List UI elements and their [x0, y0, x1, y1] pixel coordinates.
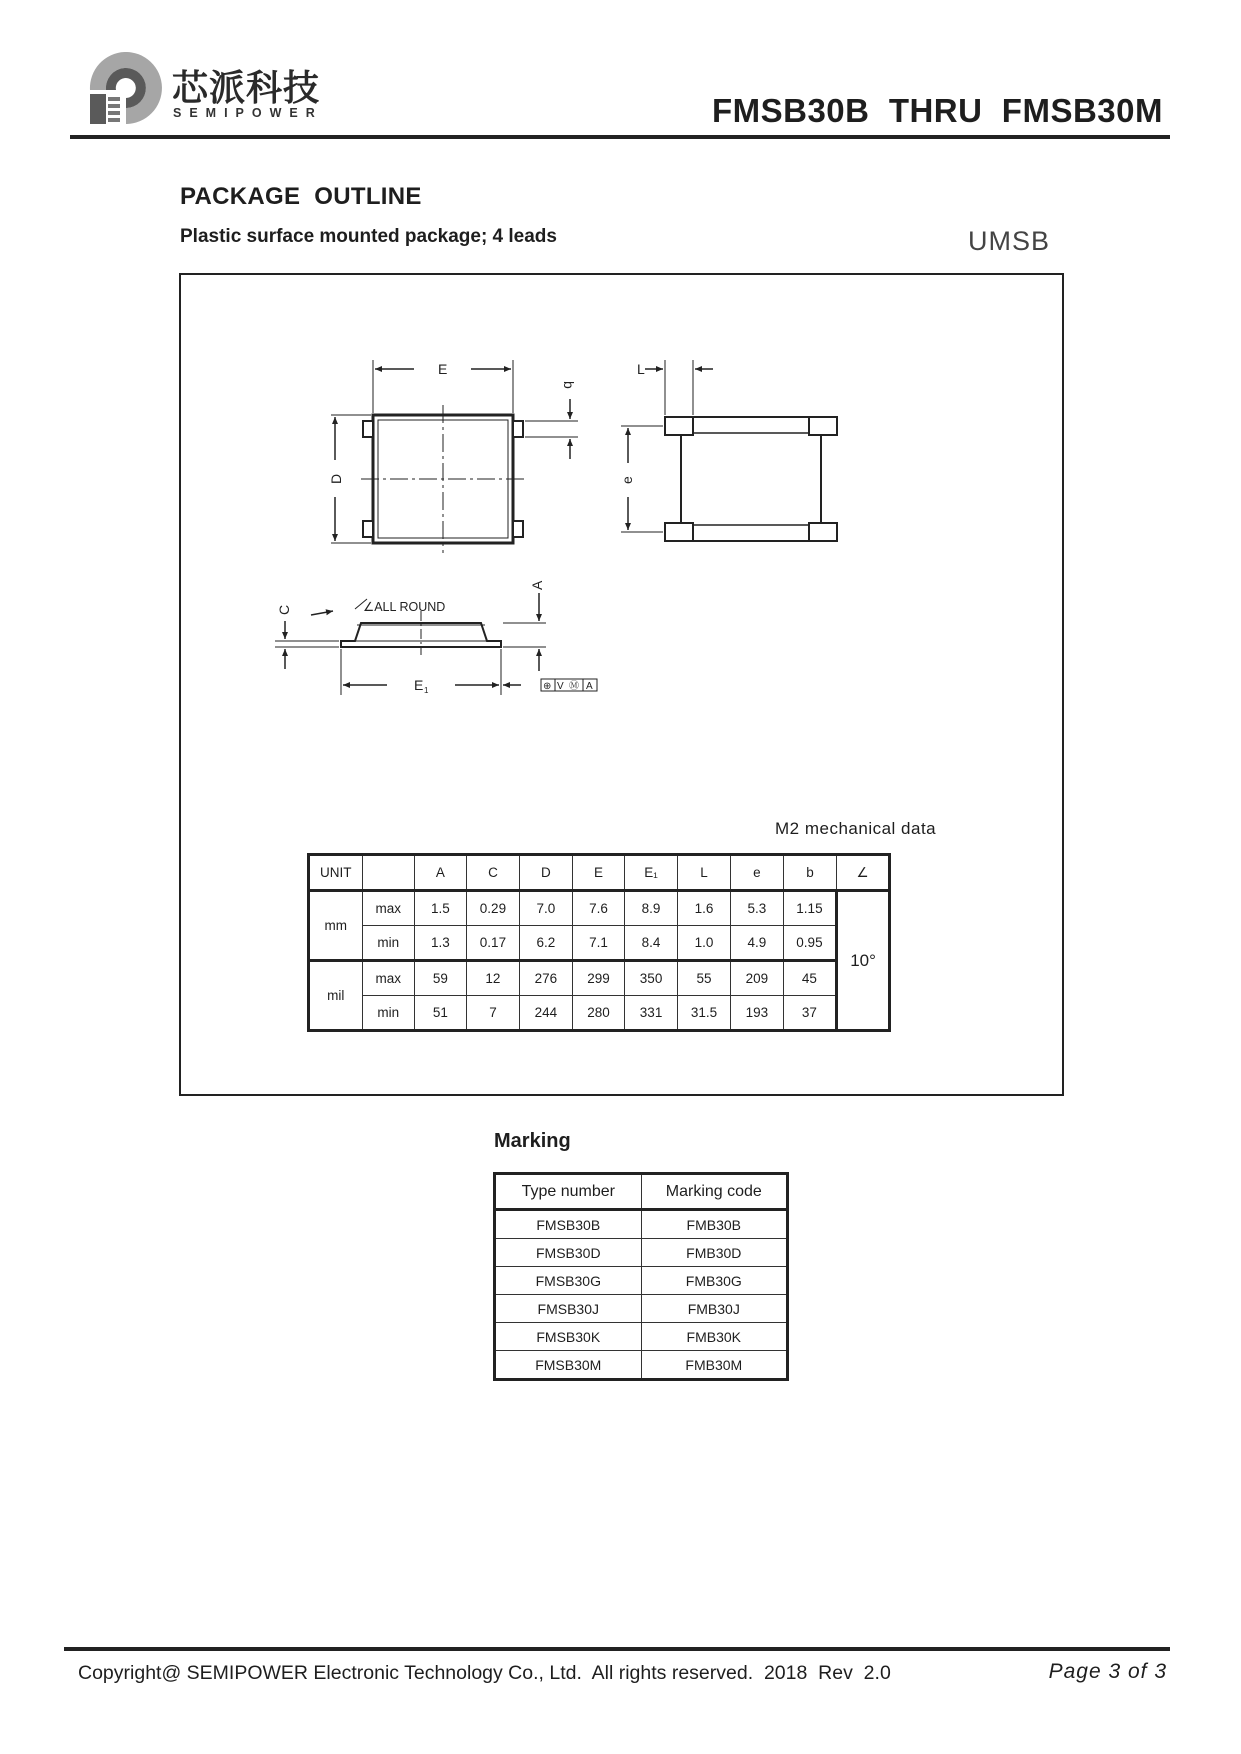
table-row	[309, 996, 890, 1031]
table-row	[309, 926, 890, 961]
section-subtitle: Plastic surface mounted package; 4 leads	[180, 226, 557, 247]
gdt-symbol-m: Ⓜ	[569, 681, 579, 692]
value-cell: 7	[466, 996, 519, 1031]
value-cell: 37	[783, 996, 836, 1031]
value-cell: 5.3	[731, 891, 784, 926]
value-cell: 55	[677, 961, 730, 996]
value-cell: 350	[625, 961, 678, 996]
code-cell: FMB30K	[641, 1323, 787, 1351]
code-cell: FMB30J	[641, 1295, 787, 1323]
value-cell: 59	[414, 961, 466, 996]
value-cell: 331	[625, 996, 678, 1031]
code-cell: FMB30D	[641, 1239, 787, 1267]
value-cell: 8.9	[625, 891, 678, 926]
header	[0, 0, 1241, 145]
col-A: A	[414, 855, 466, 891]
value-cell: 7.0	[520, 891, 573, 926]
dim-label-e: e	[619, 476, 635, 484]
header-rule	[70, 135, 1170, 139]
value-cell: 276	[520, 961, 573, 996]
col-unit: UNIT	[309, 855, 363, 891]
table-row	[309, 891, 890, 926]
semipower-logo-icon	[88, 50, 163, 125]
code-cell: FMB30M	[641, 1351, 787, 1380]
dim-label-E1: E	[414, 677, 424, 693]
value-cell: 31.5	[677, 996, 730, 1031]
value-cell: 12	[466, 961, 519, 996]
mech-data-table	[307, 853, 891, 1032]
side-view-body	[681, 417, 821, 541]
package-drawing	[181, 275, 1062, 785]
limit-cell: max	[362, 891, 414, 926]
value-cell: 51	[414, 996, 466, 1031]
value-cell: 0.95	[783, 926, 836, 961]
value-cell: 244	[520, 996, 573, 1031]
col-e: e	[731, 855, 784, 891]
table-row	[495, 1351, 788, 1380]
table-header-row	[309, 855, 890, 891]
value-cell: 193	[731, 996, 784, 1031]
type-cell: FMSB30G	[495, 1267, 642, 1295]
brand-en: SEMIPOWER	[173, 106, 323, 120]
col-L: L	[677, 855, 730, 891]
code-cell: FMB30B	[641, 1210, 787, 1239]
footer-rule	[64, 1647, 1170, 1651]
col-C: C	[466, 855, 519, 891]
limit-cell: max	[362, 961, 414, 996]
type-cell: FMSB30B	[495, 1210, 642, 1239]
marking-header-row	[495, 1174, 788, 1210]
table-row	[495, 1267, 788, 1295]
col-E: E	[572, 855, 625, 891]
col-E1: E₁	[625, 855, 678, 891]
value-cell: 6.2	[520, 926, 573, 961]
table-row	[495, 1323, 788, 1351]
table-row	[495, 1210, 788, 1239]
limit-cell: min	[362, 926, 414, 961]
value-cell: 1.15	[783, 891, 836, 926]
type-cell: FMSB30J	[495, 1295, 642, 1323]
unit-cell: mil	[309, 961, 363, 1031]
table-row	[495, 1295, 788, 1323]
gdt-symbol-position: ⊕	[543, 681, 552, 692]
type-cell: FMSB30K	[495, 1323, 642, 1351]
col-marking-code: Marking code	[641, 1174, 787, 1210]
dim-label-C: C	[276, 604, 292, 615]
col-b: b	[783, 855, 836, 891]
gdt-symbol-a: A	[586, 681, 593, 692]
angle-cell: 10°	[837, 891, 890, 1031]
col-limit	[362, 855, 414, 891]
dim-label-E1-sub: 1	[424, 686, 429, 695]
table-row	[309, 961, 890, 996]
section-title: PACKAGE OUTLINE	[180, 183, 422, 210]
unit-cell: mm	[309, 891, 363, 961]
value-cell: 299	[572, 961, 625, 996]
limit-cell: min	[362, 996, 414, 1031]
marking-title: Marking	[494, 1130, 571, 1152]
value-cell: 7.1	[572, 926, 625, 961]
brand-cn: 芯派科技	[172, 68, 321, 109]
value-cell: 280	[572, 996, 625, 1031]
value-cell: 0.17	[466, 926, 519, 961]
col-D: D	[520, 855, 573, 891]
type-cell: FMSB30D	[495, 1239, 642, 1267]
package-outline-frame	[179, 273, 1064, 1096]
all-round-note: ∠ALL ROUND	[363, 600, 446, 614]
table-row	[495, 1239, 788, 1267]
value-cell: 7.6	[572, 891, 625, 926]
page-number: Page 3 of 3	[1048, 1660, 1167, 1683]
dim-label-b: b	[561, 381, 577, 389]
dim-label-D: D	[328, 473, 344, 484]
col-type-number: Type number	[495, 1174, 642, 1210]
value-cell: 1.5	[414, 891, 466, 926]
code-cell: FMB30G	[641, 1267, 787, 1295]
package-name: UMSB	[968, 226, 1051, 256]
document-title: FMSB30B THRU FMSB30M	[711, 92, 1163, 129]
value-cell: 4.9	[731, 926, 784, 961]
col-angle: ∠	[837, 855, 890, 891]
mech-caption: M2 mechanical data	[775, 819, 937, 838]
type-cell: FMSB30M	[495, 1351, 642, 1380]
value-cell: 209	[731, 961, 784, 996]
value-cell: 45	[783, 961, 836, 996]
dim-label-L: L	[637, 361, 645, 377]
value-cell: 0.29	[466, 891, 519, 926]
dim-label-E: E	[438, 361, 448, 377]
value-cell: 8.4	[625, 926, 678, 961]
gdt-symbol-v: V	[557, 681, 564, 692]
value-cell: 1.3	[414, 926, 466, 961]
value-cell: 1.0	[677, 926, 730, 961]
value-cell: 1.6	[677, 891, 730, 926]
marking-table	[493, 1172, 789, 1381]
dim-label-A: A	[529, 580, 545, 590]
copyright-text: Copyright@ SEMIPOWER Electronic Technology Co., Ltd. All rights reserved. 2018 Rev 2.0	[78, 1662, 891, 1684]
